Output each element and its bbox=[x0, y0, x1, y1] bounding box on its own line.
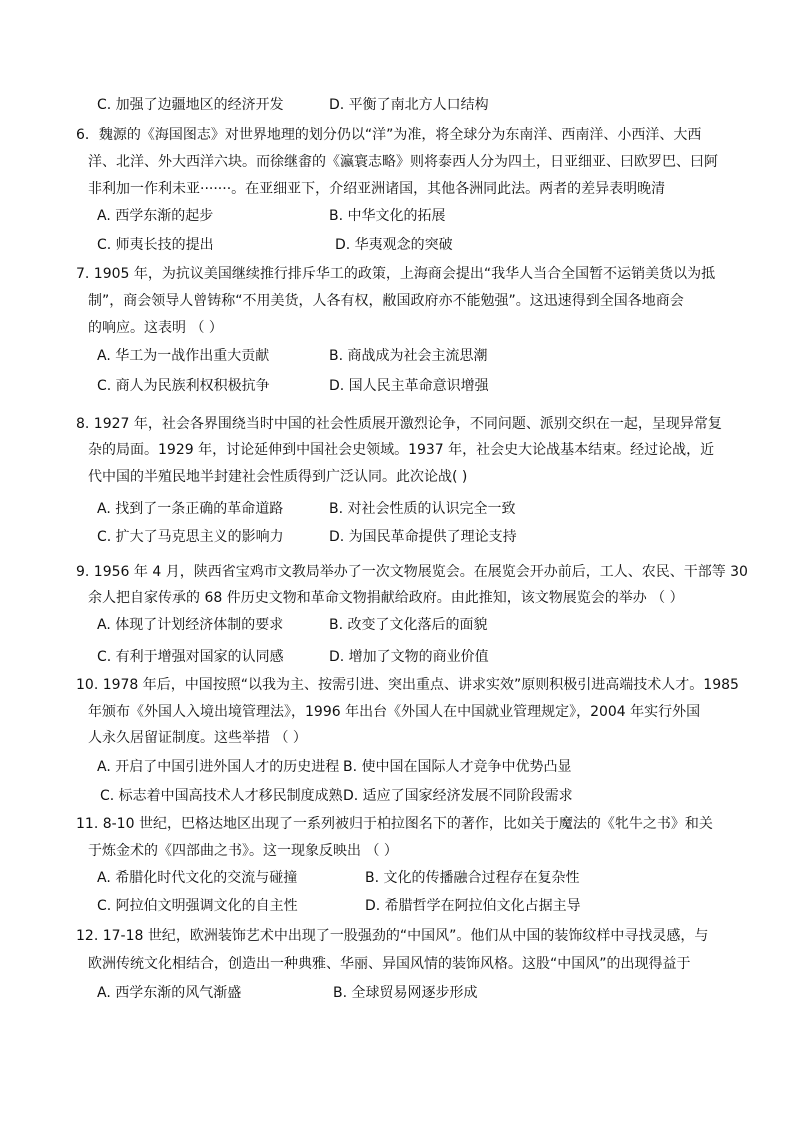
question-stem-line: 人永久居留证制度。这些举措 （ ） bbox=[88, 730, 307, 746]
question-stem-line: 欧洲传统文化相结合，创造出一种典雅、华丽、异国风情的装饰风格。这股“中国风”的出现得益于 bbox=[88, 956, 691, 972]
option-text: D. 为国民革命提供了理论支持 bbox=[329, 529, 517, 545]
option-text: D. 希腊哲学在阿拉伯文化占据主导 bbox=[365, 898, 581, 914]
option-text: A. 体现了计划经济体制的要求 bbox=[97, 617, 284, 633]
option-text: B. 对社会性质的认识完全一致 bbox=[329, 501, 516, 517]
question-stem-line: 于炼金术的《四部曲之书》。这一现象反映出 （ ） bbox=[88, 843, 398, 859]
option-text: C. 标志着中国高技术人才移民制度成熟 bbox=[100, 788, 343, 804]
question-stem-line: 洋、北洋、外大西洋六块。而徐继畬的《瀛寰志略》则将泰西人分为四土，日亚细亚、曰欧罗巴、曰阿 bbox=[88, 154, 718, 170]
option-text: D. 平衡了南北方人口结构 bbox=[329, 97, 489, 113]
question-stem-line: 10. 1978 年后，中国按照“以我为主、按需引进、突出重点、讲求实效”原则积极引进高端技术人才。1985 bbox=[76, 677, 739, 693]
option-text: A. 西学东渐的起步 bbox=[97, 208, 214, 224]
option-text: D. 国人民主革命意识增强 bbox=[329, 378, 489, 394]
option-text: A. 西学东渐的风气渐盛 bbox=[97, 985, 242, 1001]
option-text: D. 适应了国家经济发展不同阶段需求 bbox=[343, 788, 573, 804]
question-stem-line: 杂的局面。1929 年，讨论延伸到中国社会史领域。1937 年，社会史大论战基本结束。经过论战，近 bbox=[88, 442, 715, 458]
question-stem-line: 12. 17-18 世纪，欧洲装饰艺术中出现了一股强劲的“中国风”。他们从中国的装饰纹样中寻找灵感，与 bbox=[76, 928, 709, 944]
question-stem-line: 9. 1956 年 4 月，陕西省宝鸡市文教局举办了一次文物展览会。在展览会开办前后，工人、农民、干部等 30 bbox=[76, 564, 748, 580]
question-stem-line: 8. 1927 年，社会各界围绕当时中国的社会性质展开激烈论争，不同问题、派别交织在一起，呈现异常复 bbox=[76, 416, 722, 432]
question-stem-line: 制”，商会领导人曾铸称“不用美货，人各有权，敝国政府亦不能勉强”。这迅速得到全国各地商会 bbox=[88, 293, 684, 309]
option-text: D. 增加了文物的商业价值 bbox=[329, 649, 489, 665]
option-text: A. 开启了中国引进外国人才的历史进程 bbox=[97, 759, 340, 775]
option-text: C. 扩大了马克思主义的影响力 bbox=[97, 529, 284, 545]
question-stem-line: 7. 1905 年，为抗议美国继续推行排斥华工的政策，上海商会提出“我华人当合全国暂不运销美货以为抵 bbox=[76, 266, 716, 282]
option-text: C. 师夷长技的提出 bbox=[97, 237, 214, 253]
option-text: C. 阿拉伯文明强调文化的自主性 bbox=[97, 898, 298, 914]
option-text: B. 商战成为社会主流思潮 bbox=[329, 348, 488, 364]
question-stem-line: 的响应。这表明 （ ） bbox=[88, 320, 223, 336]
option-text: B. 改变了文化落后的面貌 bbox=[329, 617, 488, 633]
option-text: D. 华夷观念的突破 bbox=[335, 237, 453, 253]
question-stem-line: 11. 8-10 世纪，巴格达地区出现了一系列被归于柏拉图名下的著作，比如关于魔法的《牝牛之书》和关 bbox=[76, 816, 713, 832]
option-text: A. 华工为一战作出重大贡献 bbox=[97, 348, 270, 364]
question-stem-line: 非利加一作利未亚·······。在亚细亚下，介绍亚洲诸国，其他各洲同此法。两者的差异表明晚清 bbox=[88, 181, 666, 197]
option-text: B. 使中国在国际人才竞争中优势凸显 bbox=[343, 759, 572, 775]
option-text: C. 加强了边疆地区的经济开发 bbox=[97, 97, 284, 113]
option-text: C. 商人为民族利权积极抗争 bbox=[97, 378, 270, 394]
option-text: A. 找到了一条正确的革命道路 bbox=[97, 501, 284, 517]
option-text: A. 希腊化时代文化的交流与碰撞 bbox=[97, 870, 298, 886]
option-text: B. 全球贸易网逐步形成 bbox=[333, 985, 478, 1001]
option-text: C. 有利于增强对国家的认同感 bbox=[97, 649, 284, 665]
option-text: B. 文化的传播融合过程存在复杂性 bbox=[365, 870, 580, 886]
question-stem-line: 年颁布《外国人入境出境管理法》，1996 年出台《外国人在中国就业管理规定》，2004 年实行外国 bbox=[88, 704, 701, 720]
question-stem-line: 代中国的半殖民地半封建社会性质得到广泛认同。此次论战( ) bbox=[88, 469, 468, 485]
option-text: B. 中华文化的拓展 bbox=[329, 208, 446, 224]
question-stem-line: 6．魏源的《海国图志》对世界地理的划分仍以“洋”为准，将全球分为东南洋、西南洋、小西洋、大西 bbox=[76, 127, 702, 143]
question-stem-line: 余人把自家传承的 68 件历史文物和革命文物捐献给政府。由此推知，该文物展览会的举办 （ ） bbox=[88, 590, 684, 606]
